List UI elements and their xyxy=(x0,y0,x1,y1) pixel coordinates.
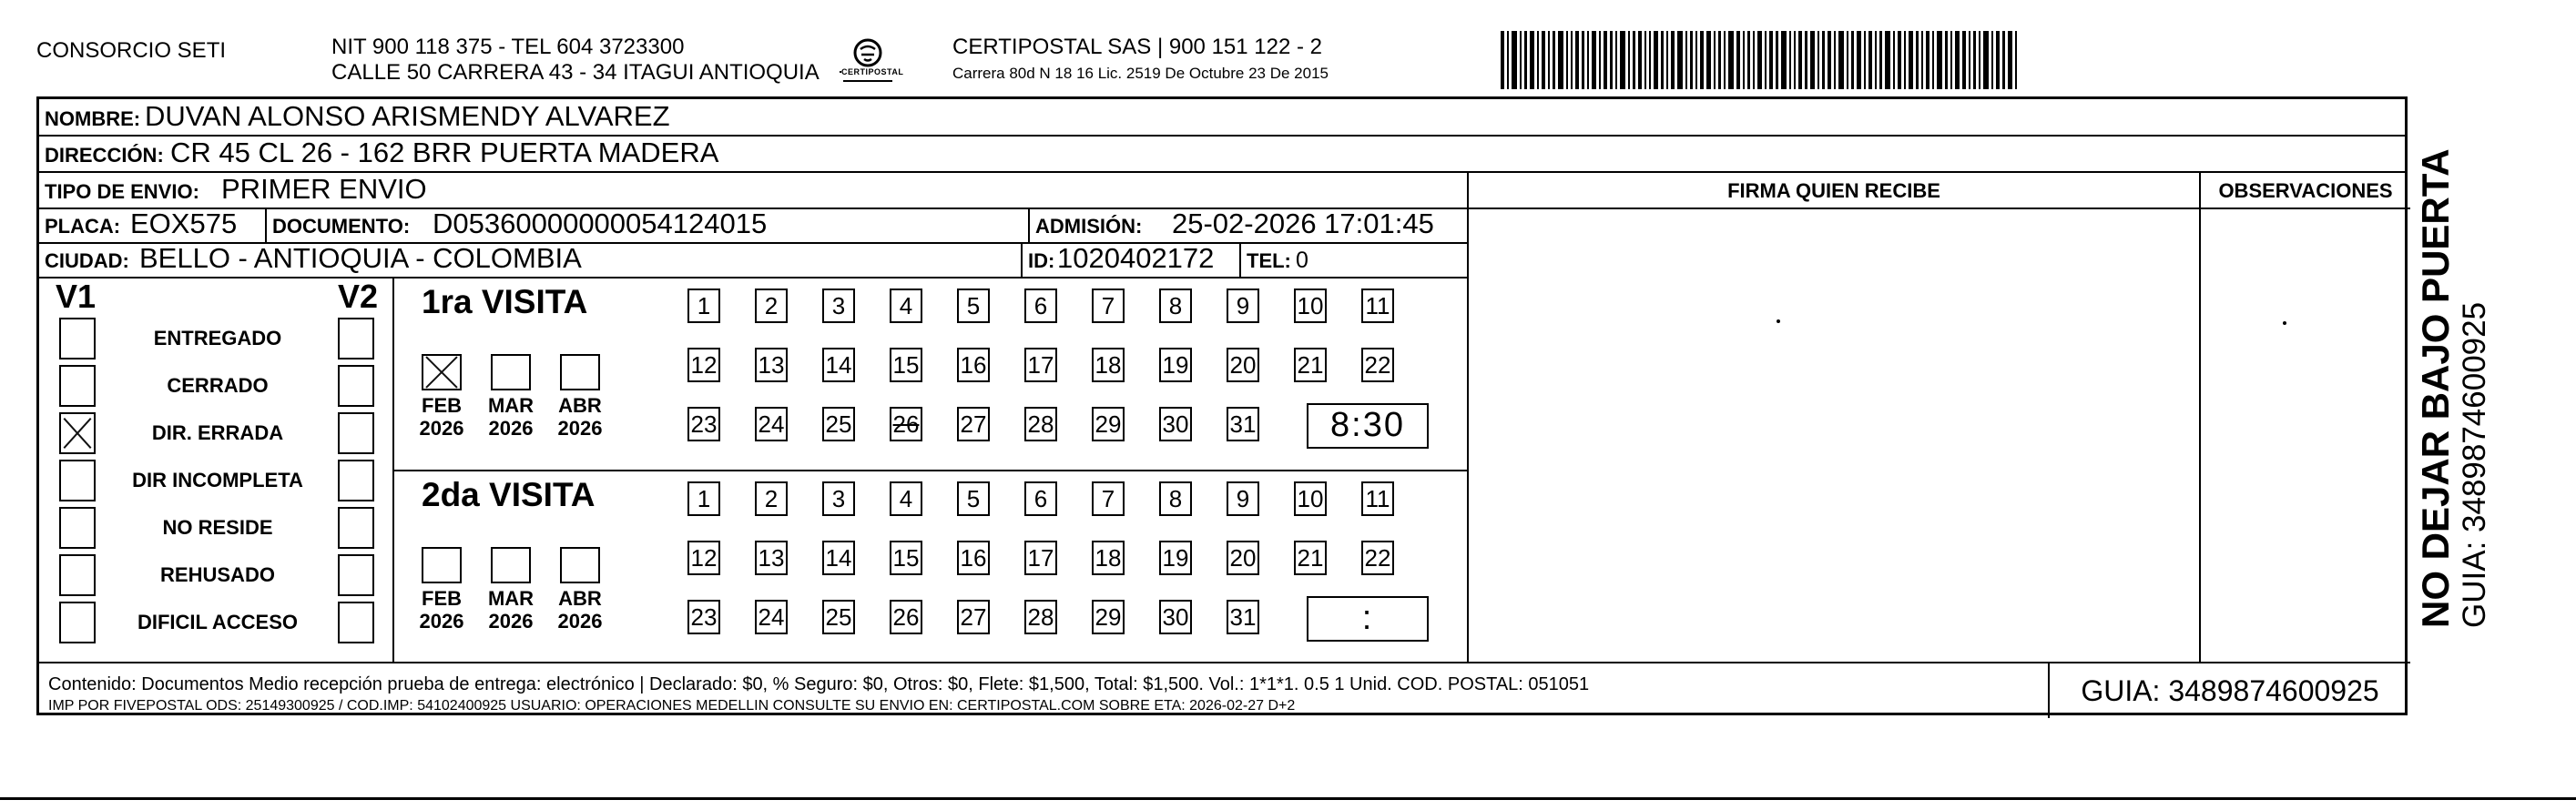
barcode-bar xyxy=(1582,31,1584,89)
month-label xyxy=(479,587,543,633)
barcode-bar xyxy=(1728,31,1734,89)
visit-title: 1ra VISITA xyxy=(422,283,588,320)
barcode-bar xyxy=(1765,31,1767,89)
barcode-bar xyxy=(1868,31,1872,89)
barcode-bar xyxy=(1666,31,1668,89)
tipo-envio-label: TIPO DE ENVIO: xyxy=(45,180,199,203)
barcode-bar xyxy=(1685,31,1687,89)
day-box[interactable]: 21 xyxy=(1294,348,1327,382)
month-checkbox[interactable] xyxy=(560,354,600,390)
firma-column-header: FIRMA QUIEN RECIBE xyxy=(1727,179,1940,202)
day-box[interactable]: 26 xyxy=(890,407,922,441)
barcode-bar xyxy=(1781,31,1787,89)
barcode-bar xyxy=(1661,31,1664,89)
month-label xyxy=(548,587,612,633)
documento-value: D05360000000054124015 xyxy=(433,208,768,239)
barcode-bar xyxy=(1615,31,1617,89)
day-box[interactable]: 28 xyxy=(1024,600,1057,634)
barcode-bar xyxy=(1817,31,1819,89)
barcode-bar xyxy=(1932,31,1934,89)
ciudad-value: BELLO - ANTIOQUIA - COLOMBIA xyxy=(139,242,582,274)
barcode-bar xyxy=(1885,31,1890,89)
reason-label: ENTREGADO xyxy=(153,327,282,349)
side-guia: GUIA: 3489874600925 xyxy=(2457,301,2492,628)
day-box[interactable]: 7 xyxy=(1092,481,1125,516)
month-name: MAR xyxy=(487,394,535,417)
barcode-bar xyxy=(1810,31,1815,89)
observaciones-column-header: OBSERVACIONES xyxy=(2218,179,2393,202)
day-box[interactable]: 13 xyxy=(755,541,788,575)
month-checkbox[interactable] xyxy=(422,547,462,583)
month-year: 2026 xyxy=(488,610,534,633)
barcode-bar xyxy=(1950,31,1952,89)
day-box[interactable]: 18 xyxy=(1092,541,1125,575)
footer-print-line: IMP POR FIVEPOSTAL ODS: 25149300925 / COD.IMP: 54102400925 USUARIO: OPERACIONES MEDELLIN CONSULTE SU ENVIO EN: CERTIPOSTAL.COM SOBRE ETA: 2026-02-27 D+2 xyxy=(48,698,1296,714)
barcode-bar xyxy=(1512,31,1517,89)
v2-checkbox[interactable] xyxy=(338,460,374,501)
barcode-bar xyxy=(1769,31,1773,89)
barcode-bar xyxy=(1599,31,1601,89)
barcode-bar xyxy=(1695,31,1697,89)
day-box[interactable]: 28 xyxy=(1024,407,1057,441)
day-box[interactable]: 23 xyxy=(687,600,720,634)
day-box[interactable]: 19 xyxy=(1159,348,1192,382)
barcode-bar xyxy=(1587,31,1589,89)
barcode-bar xyxy=(1604,31,1607,89)
day-box[interactable]: 10 xyxy=(1294,481,1327,516)
logo-text: CERTIPOSTAL xyxy=(841,67,904,76)
month-checkbox[interactable] xyxy=(491,547,531,583)
month-label xyxy=(410,587,473,633)
barcode-bar xyxy=(1654,31,1658,89)
visit-time[interactable]: 8:30 xyxy=(1307,403,1429,449)
day-box[interactable]: 15 xyxy=(890,541,922,575)
day-box[interactable]: 13 xyxy=(755,348,788,382)
barcode-bar xyxy=(1644,31,1646,89)
day-box[interactable]: 22 xyxy=(1361,541,1394,575)
day-box[interactable]: 4 xyxy=(890,481,922,516)
day-box[interactable]: 12 xyxy=(687,541,720,575)
reason-label: DIR. ERRADA xyxy=(151,421,284,444)
month-checkbox[interactable] xyxy=(491,354,531,390)
barcode-bar xyxy=(1714,31,1716,89)
stray-mark xyxy=(1777,319,1780,323)
barcode-bar xyxy=(1904,31,1906,89)
month-name: ABR xyxy=(558,587,602,610)
barcode-bar xyxy=(2008,31,2012,89)
month-name: ABR xyxy=(558,394,602,417)
stray-mark xyxy=(2283,321,2286,325)
day-box[interactable]: 14 xyxy=(822,348,855,382)
v2-checkbox[interactable] xyxy=(338,365,374,407)
day-box[interactable]: 8 xyxy=(1159,481,1192,516)
barcode-bar xyxy=(1962,31,1966,89)
tel-label: TEL: xyxy=(1247,249,1291,272)
day-box[interactable]: 3 xyxy=(822,481,855,516)
barcode-bar xyxy=(1838,31,1844,89)
day-box[interactable]: 9 xyxy=(1227,289,1259,323)
direccion-value: CR 45 CL 26 - 162 BRR PUERTA MADERA xyxy=(170,137,719,168)
barcode-bar xyxy=(1553,31,1555,89)
barcode-bar xyxy=(1628,31,1630,89)
barcode-bar xyxy=(1798,31,1802,89)
day-box[interactable]: 11 xyxy=(1361,289,1394,323)
day-box[interactable]: 31 xyxy=(1227,600,1259,634)
barcode xyxy=(1501,31,2229,89)
barcode-bar xyxy=(1524,31,1527,89)
placa-label: PLACA: xyxy=(45,215,121,238)
barcode-bar xyxy=(1649,31,1651,89)
day-box[interactable]: 30 xyxy=(1159,600,1192,634)
day-box[interactable]: 24 xyxy=(755,407,788,441)
barcode-bar xyxy=(1747,31,1750,89)
barcode-bar xyxy=(1983,31,1989,89)
barcode-bar xyxy=(1955,31,1960,89)
barcode-bar xyxy=(2002,31,2005,89)
barcode-bar xyxy=(1945,31,1948,89)
v2-checkbox[interactable] xyxy=(338,602,374,643)
ciudad-label: CIUDAD: xyxy=(45,249,129,272)
v1-checkbox[interactable] xyxy=(59,412,96,454)
barcode-bar xyxy=(1864,31,1866,89)
day-box[interactable]: 29 xyxy=(1092,600,1125,634)
day-box[interactable]: 27 xyxy=(957,407,990,441)
barcode-bar xyxy=(1520,31,1522,89)
barcode-bar xyxy=(1794,31,1796,89)
barcode-bar xyxy=(1879,31,1882,89)
barcode-bar xyxy=(1592,31,1596,89)
reason-label: NO RESIDE xyxy=(162,516,273,539)
placa-value: EOX575 xyxy=(130,208,238,239)
nombre-label: NOMBRE: xyxy=(45,107,141,130)
company-name: CONSORCIO SETI xyxy=(36,38,227,63)
barcode-bar xyxy=(1789,31,1791,89)
documento-label: DOCUMENTO: xyxy=(272,215,411,238)
day-box[interactable]: 8 xyxy=(1159,289,1192,323)
day-box[interactable]: 26 xyxy=(890,600,922,634)
day-box[interactable]: 16 xyxy=(957,348,990,382)
certipostal-line-2: Carrera 80d N 18 16 Lic. 2519 De Octubre 23 De 2015 xyxy=(952,65,1329,82)
barcode-bar xyxy=(1834,31,1836,89)
footer-content-line: Contenido: Documentos Medio recepción prueba de entrega: electrónico | Declarado: $0, % Seguro: $0, Otros: $0, Flete: $1,500, Total: $1,500. Vol.: 1*1*1. 0.5 1 Unid. COD. POSTAL: 051051 xyxy=(48,674,1590,694)
v2-checkbox[interactable] xyxy=(338,412,374,454)
barcode-bar xyxy=(1969,31,1970,89)
barcode-bar xyxy=(1638,31,1642,89)
v1-checkbox[interactable] xyxy=(59,365,96,407)
barcode-bar xyxy=(1898,31,1901,89)
company-address: CALLE 50 CARRERA 43 - 34 ITAGUI ANTIOQUIA xyxy=(331,60,820,85)
barcode-bar xyxy=(1736,31,1740,89)
day-box[interactable]: 25 xyxy=(822,407,855,441)
day-box[interactable]: 10 xyxy=(1294,289,1327,323)
id-label: ID: xyxy=(1028,249,1055,272)
v2-checkbox[interactable] xyxy=(338,318,374,359)
barcode-bar xyxy=(1753,31,1755,89)
barcode-bar xyxy=(1620,31,1625,89)
direccion-label: DIRECCIÓN: xyxy=(45,144,164,167)
day-box[interactable]: 20 xyxy=(1227,541,1259,575)
month-name: FEB xyxy=(422,587,462,610)
v1-checkbox[interactable] xyxy=(59,602,96,643)
barcode-bar xyxy=(1566,31,1568,89)
barcode-bar xyxy=(1847,31,1848,89)
month-checkbox[interactable] xyxy=(422,354,462,390)
barcode-bar xyxy=(1542,31,1545,89)
barcode-bar xyxy=(1979,31,1980,89)
barcode-bar xyxy=(1700,31,1704,89)
day-box[interactable]: 29 xyxy=(1092,407,1125,441)
barcode-bar xyxy=(1575,31,1579,89)
day-box[interactable]: 1 xyxy=(687,481,720,516)
reason-label: DIR INCOMPLETA xyxy=(132,469,303,491)
barcode-bar xyxy=(1501,31,1504,89)
barcode-bar xyxy=(1718,31,1721,89)
barcode-bar xyxy=(1909,31,1913,89)
barcode-bar xyxy=(1776,31,1778,89)
barcode-bar xyxy=(1724,31,1726,89)
v2-checkbox[interactable] xyxy=(338,554,374,596)
day-box[interactable]: 1 xyxy=(687,289,720,323)
barcode-bar xyxy=(1991,31,1993,89)
barcode-bar xyxy=(1828,31,1831,89)
day-box[interactable]: 31 xyxy=(1227,407,1259,441)
certipostal-line-1: CERTIPOSTAL SAS | 900 151 122 - 2 xyxy=(952,35,1322,59)
visit-title: 2da VISITA xyxy=(422,476,596,513)
visit-time[interactable]: : xyxy=(1307,596,1429,642)
day-box[interactable]: 17 xyxy=(1024,541,1057,575)
day-box[interactable]: 5 xyxy=(957,481,990,516)
day-box[interactable]: 11 xyxy=(1361,481,1394,516)
barcode-bar xyxy=(1857,31,1861,89)
barcode-bar xyxy=(1571,31,1573,89)
barcode-bar xyxy=(1926,31,1929,89)
v1-checkbox[interactable] xyxy=(59,507,96,549)
day-box[interactable]: 24 xyxy=(755,600,788,634)
no-dejar-warning: NO DEJAR BAJO PUERTA xyxy=(2414,148,2457,628)
guia-number: GUIA: 3489874600925 xyxy=(2048,663,2410,718)
month-year: 2026 xyxy=(419,610,464,633)
day-box[interactable]: 14 xyxy=(822,541,855,575)
barcode-bar xyxy=(1671,31,1675,89)
barcode-bar xyxy=(1921,31,1923,89)
day-box[interactable]: 5 xyxy=(957,289,990,323)
barcode-bar xyxy=(1916,31,1919,89)
nombre-value: DUVAN ALONSO ARISMENDY ALVAREZ xyxy=(145,100,670,132)
month-year: 2026 xyxy=(557,610,603,633)
company-nit: NIT 900 118 375 - TEL 604 3723300 xyxy=(331,35,685,59)
barcode-bar xyxy=(1706,31,1711,89)
barcode-bar xyxy=(1677,31,1683,89)
month-label xyxy=(410,394,473,440)
day-box[interactable]: 16 xyxy=(957,541,990,575)
month-year: 2026 xyxy=(419,417,464,440)
admision-label: ADMISIÓN: xyxy=(1035,215,1143,238)
v1-checkbox[interactable] xyxy=(59,318,96,359)
barcode-bar xyxy=(1507,31,1509,89)
admision-value: 25-02-2026 17:01:45 xyxy=(1172,208,1434,239)
day-box[interactable]: 30 xyxy=(1159,407,1192,441)
day-box[interactable]: 2 xyxy=(755,289,788,323)
certipostal-logo xyxy=(836,35,904,89)
day-box[interactable]: 17 xyxy=(1024,348,1057,382)
v2-header: V2 xyxy=(338,278,379,315)
barcode-bar xyxy=(1937,31,1942,89)
month-label xyxy=(548,394,612,440)
barcode-bar xyxy=(1996,31,2000,89)
month-name: FEB xyxy=(422,394,462,417)
month-year: 2026 xyxy=(488,417,534,440)
v1-checkbox[interactable] xyxy=(59,460,96,501)
v1-header: V1 xyxy=(56,278,97,315)
day-box[interactable]: 6 xyxy=(1024,289,1057,323)
bottom-rule xyxy=(0,797,2576,800)
day-box[interactable]: 4 xyxy=(890,289,922,323)
reason-label: CERRADO xyxy=(167,374,269,397)
day-box[interactable]: 2 xyxy=(755,481,788,516)
day-box[interactable]: 21 xyxy=(1294,541,1327,575)
barcode-bar xyxy=(1530,31,1534,89)
barcode-bar xyxy=(1558,31,1563,89)
delivery-form xyxy=(36,96,2408,715)
barcode-bar xyxy=(1805,31,1807,89)
barcode-bar xyxy=(1633,31,1635,89)
reason-label: REHUSADO xyxy=(160,563,275,586)
barcode-bar xyxy=(1537,31,1539,89)
tipo-envio-value: PRIMER ENVIO xyxy=(221,173,427,205)
id-value: 1020402172 xyxy=(1057,242,1215,274)
barcode-bar xyxy=(2015,31,2017,89)
barcode-bar xyxy=(1851,31,1854,89)
barcode-bar xyxy=(1548,31,1550,89)
barcode-bar xyxy=(1610,31,1613,89)
barcode-bar xyxy=(1690,31,1693,89)
v1-checkbox[interactable] xyxy=(59,554,96,596)
day-box[interactable]: 9 xyxy=(1227,481,1259,516)
day-box[interactable]: 23 xyxy=(687,407,720,441)
barcode-bar xyxy=(1822,31,1825,89)
tel-value: 0 xyxy=(1296,248,1308,273)
day-box[interactable]: 25 xyxy=(822,600,855,634)
month-label xyxy=(479,394,543,440)
barcode-bar xyxy=(1973,31,1976,89)
day-box[interactable]: 3 xyxy=(822,289,855,323)
reason-label: DIFICIL ACCESO xyxy=(137,611,298,633)
side-vertical-text xyxy=(2415,148,2493,628)
month-name: MAR xyxy=(487,587,535,610)
barcode-bar xyxy=(1893,31,1895,89)
barcode-bar xyxy=(1875,31,1877,89)
day-box[interactable]: 18 xyxy=(1092,348,1125,382)
barcode-bar xyxy=(1757,31,1762,89)
v2-checkbox[interactable] xyxy=(338,507,374,549)
barcode-bar xyxy=(1743,31,1745,89)
day-box[interactable]: 19 xyxy=(1159,541,1192,575)
day-box[interactable]: 27 xyxy=(957,600,990,634)
day-box[interactable]: 6 xyxy=(1024,481,1057,516)
day-box[interactable]: 12 xyxy=(687,348,720,382)
day-box[interactable]: 22 xyxy=(1361,348,1394,382)
day-box[interactable]: 7 xyxy=(1092,289,1125,323)
day-box[interactable]: 15 xyxy=(890,348,922,382)
month-year: 2026 xyxy=(557,417,603,440)
day-box[interactable]: 20 xyxy=(1227,348,1259,382)
month-checkbox[interactable] xyxy=(560,547,600,583)
